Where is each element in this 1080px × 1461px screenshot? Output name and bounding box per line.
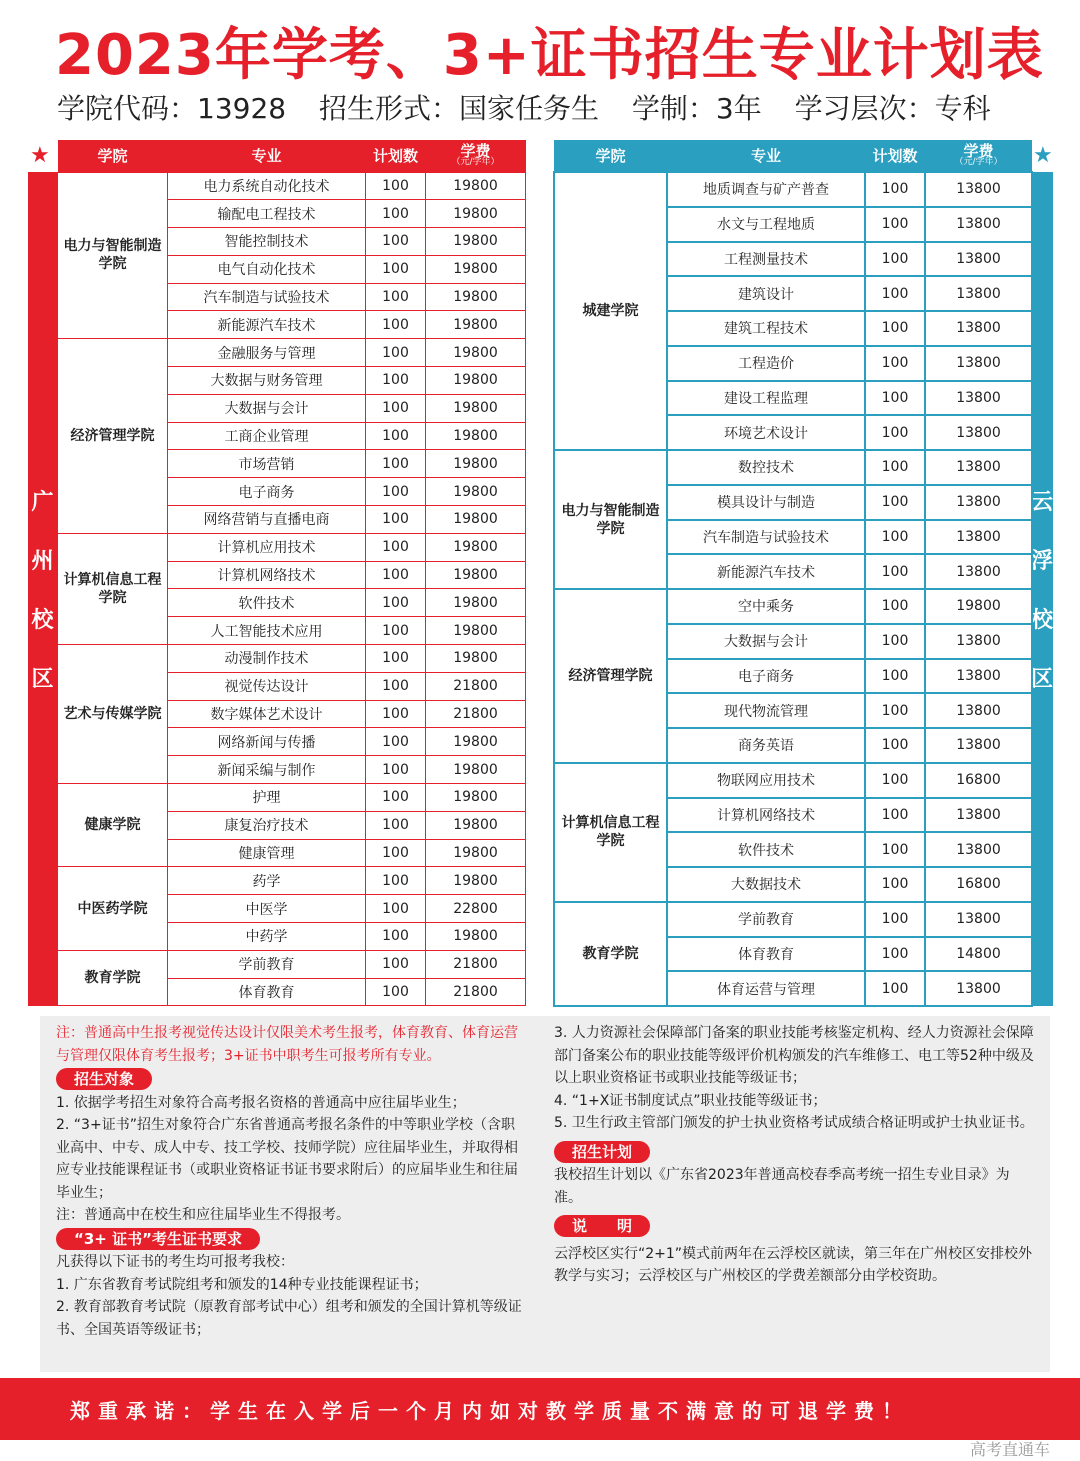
major-name: 动漫制作技术 — [168, 645, 366, 673]
cert-item: 2. 教育部教育考试院（原教育部考试中心）组考和颁发的全国计算机等级证书、全国英语等级证书； — [56, 1299, 522, 1338]
watermark: 高考直通车 — [969, 1440, 1050, 1459]
tuition-fee: 13800 — [925, 832, 1032, 867]
plan-count: 100 — [366, 228, 426, 256]
major-name: 计算机应用技术 — [168, 533, 366, 561]
major-name: 金融服务与管理 — [168, 339, 366, 367]
plan-count: 100 — [366, 728, 426, 756]
tuition-fee: 19800 — [426, 283, 526, 311]
tuition-fee: 19800 — [426, 728, 526, 756]
tuition-fee: 16800 — [925, 867, 1032, 902]
major-name: 护理 — [168, 784, 366, 812]
plan-count: 100 — [865, 311, 925, 346]
plan-count: 100 — [366, 617, 426, 645]
plan-count: 100 — [366, 672, 426, 700]
major-name: 计算机网络技术 — [667, 798, 865, 833]
table-row — [58, 645, 526, 673]
enrollment-form: 招生形式：国家任务生 — [318, 92, 599, 125]
major-name: 计算机网络技术 — [168, 561, 366, 589]
target-heading: 招生对象 — [56, 1068, 152, 1090]
plan-count: 100 — [366, 895, 426, 923]
plan-count: 100 — [366, 756, 426, 784]
major-name: 地质调查与矿产普查 — [667, 172, 865, 207]
duration: 学制：3年 — [631, 92, 762, 125]
plan-count: 100 — [865, 971, 925, 1006]
subtitle — [57, 92, 1015, 126]
fee-label: 学费 — [963, 142, 994, 160]
college-name: 经济管理学院 — [58, 339, 168, 534]
plan-count: 100 — [366, 978, 426, 1006]
target-item: 注：普通高中在校生和应往届毕业生不得报考。 — [56, 1207, 350, 1223]
tuition-fee: 19800 — [426, 756, 526, 784]
tuition-fee: 13800 — [925, 172, 1032, 207]
plan-count: 100 — [865, 832, 925, 867]
plan-count: 100 — [366, 561, 426, 589]
plan-count: 100 — [366, 367, 426, 395]
cert-item: 5. 卫生行政主管部门颁发的护士执业资格考试成绩合格证明或护士执业证书。 — [554, 1115, 1034, 1131]
college-name: 教育学院 — [58, 950, 168, 1006]
table-row — [554, 450, 1032, 485]
plan-count: 100 — [865, 554, 925, 589]
campus-char: 校 — [1031, 608, 1054, 633]
plan-count: 100 — [865, 728, 925, 763]
major-name: 体育教育 — [667, 937, 865, 972]
cert-heading: “3+ 证书”考生证书要求 — [56, 1228, 260, 1250]
tuition-fee: 19800 — [426, 533, 526, 561]
notes-section — [40, 1016, 1050, 1372]
plan-count: 100 — [865, 659, 925, 694]
plan-count: 100 — [366, 478, 426, 506]
major-name: 新能源汽车技术 — [168, 311, 366, 339]
table-row — [58, 172, 526, 200]
major-name: 现代物流管理 — [667, 693, 865, 728]
tuition-fee: 13800 — [925, 207, 1032, 242]
major-name: 网络新闻与传播 — [168, 728, 366, 756]
plan-count: 100 — [366, 700, 426, 728]
plan-count: 100 — [865, 867, 925, 902]
plan-count: 100 — [366, 784, 426, 812]
plan-text: 我校招生计划以《广东省2023年普通高校春季高考统一招生专业目录》为准。 — [554, 1167, 1010, 1206]
major-name: 输配电工程技术 — [168, 200, 366, 228]
plan-count: 100 — [865, 172, 925, 207]
tuition-fee: 19800 — [426, 617, 526, 645]
tuition-fee: 13800 — [925, 381, 1032, 416]
major-name: 中药学 — [168, 923, 366, 951]
fee-unit: （元/学年） — [954, 157, 1003, 167]
plan-count: 100 — [366, 867, 426, 895]
plan-count: 100 — [865, 763, 925, 798]
plan-count: 100 — [865, 450, 925, 485]
plan-heading: 招生计划 — [554, 1141, 650, 1163]
major-name: 汽车制造与试验技术 — [667, 520, 865, 555]
college-name: 城建学院 — [554, 172, 667, 450]
tuition-fee: 21800 — [426, 672, 526, 700]
tuition-fee: 21800 — [426, 700, 526, 728]
cert-item: 3. 人力资源社会保障部门备案的职业技能考核鉴定机构、经人力资源社会保障部门备案公布的职业技能等级评价机构颁发的汽车维修工、电工等52种中级及以上职业资格证书或职业技能等级证书； — [554, 1025, 1034, 1086]
plan-count: 100 — [865, 346, 925, 381]
major-name: 体育教育 — [168, 978, 366, 1006]
college-name: 中医药学院 — [58, 867, 168, 950]
tuition-fee: 21800 — [426, 950, 526, 978]
header-fee — [925, 140, 1032, 172]
tuition-fee: 19800 — [426, 200, 526, 228]
remark: 注：普通高中生报考视觉传达设计仅限美术考生报考，体育教育、体育运营与管理仅限体育考生报考；3+证书中职考生可报考所有专业。 — [56, 1025, 518, 1064]
major-name: 建设工程监理 — [667, 381, 865, 416]
tuition-fee: 13800 — [925, 311, 1032, 346]
major-name: 水文与工程地质 — [667, 207, 865, 242]
star-icon: ★ — [30, 143, 50, 168]
tuition-fee: 19800 — [426, 506, 526, 534]
major-name: 电子商务 — [168, 478, 366, 506]
major-name: 软件技术 — [168, 589, 366, 617]
explain-text: 云浮校区实行“2+1”模式前两年在云浮校区就读，第三年在广州校区安排校外教学与实习；云浮校区与广州校区的学费差额部分由学校资助。 — [554, 1245, 1033, 1284]
plan-count: 100 — [366, 533, 426, 561]
plan-count: 100 — [366, 255, 426, 283]
major-name: 康复治疗技术 — [168, 811, 366, 839]
tuition-fee: 16800 — [925, 763, 1032, 798]
major-name: 电气自动化技术 — [168, 255, 366, 283]
plan-count: 100 — [865, 520, 925, 555]
tuition-fee: 19800 — [426, 589, 526, 617]
campus-char: 校 — [31, 608, 54, 633]
guangzhou-plan-table — [57, 140, 526, 1006]
major-name: 体育运营与管理 — [667, 971, 865, 1006]
table-row — [58, 784, 526, 812]
major-name: 大数据与会计 — [168, 394, 366, 422]
tuition-fee: 19800 — [426, 867, 526, 895]
tuition-fee: 13800 — [925, 624, 1032, 659]
major-name: 建筑工程技术 — [667, 311, 865, 346]
school-code: 学院代码：13928 — [57, 92, 287, 125]
major-name: 软件技术 — [667, 832, 865, 867]
major-name: 网络营销与直播电商 — [168, 506, 366, 534]
table-row — [58, 533, 526, 561]
fee-unit: （元/学年） — [451, 157, 500, 168]
header-major: 专业 — [168, 140, 366, 172]
major-name: 中医学 — [168, 895, 366, 923]
major-name: 数控技术 — [667, 450, 865, 485]
guangzhou-campus-label — [28, 172, 57, 1006]
major-name: 汽车制造与试验技术 — [168, 283, 366, 311]
tuition-fee: 19800 — [426, 811, 526, 839]
plan-count: 100 — [366, 283, 426, 311]
table-row — [58, 867, 526, 895]
explain-heading: 说 明 — [554, 1215, 650, 1237]
plan-count: 100 — [366, 589, 426, 617]
table-row — [554, 589, 1032, 624]
major-name: 工商企业管理 — [168, 422, 366, 450]
tuition-fee: 19800 — [426, 394, 526, 422]
cert-item: 1. 广东省教育考试院组考和颁发的14种专业技能课程证书； — [56, 1276, 428, 1293]
table-row — [554, 172, 1032, 207]
tuition-fee: 19800 — [426, 228, 526, 256]
major-name: 工程测量技术 — [667, 242, 865, 277]
plan-count: 100 — [865, 485, 925, 520]
major-name: 工程造价 — [667, 346, 865, 381]
plan-count: 100 — [366, 839, 426, 867]
tuition-fee: 13800 — [925, 485, 1032, 520]
plan-count: 100 — [865, 902, 925, 937]
major-name: 大数据技术 — [667, 867, 865, 902]
major-name: 大数据与财务管理 — [168, 367, 366, 395]
tuition-fee: 19800 — [426, 311, 526, 339]
plan-count: 100 — [366, 506, 426, 534]
page-title: 2023年学考、3+证书招生专业计划表 — [55, 23, 1044, 88]
college-name: 艺术与传媒学院 — [58, 645, 168, 784]
target-item: 1. 依据学考招生对象符合高考报名资格的普通高中应往届毕业生； — [56, 1094, 466, 1111]
tuition-fee: 19800 — [426, 422, 526, 450]
major-name: 新闻采编与制作 — [168, 756, 366, 784]
table-row — [58, 950, 526, 978]
yunfu-campus-label — [1031, 172, 1053, 1006]
plan-count: 100 — [865, 242, 925, 277]
plan-count: 100 — [865, 207, 925, 242]
table-row — [554, 763, 1032, 798]
college-name: 计算机信息工程学院 — [58, 533, 168, 644]
tuition-fee: 13800 — [925, 520, 1032, 555]
plan-count: 100 — [865, 589, 925, 624]
tuition-fee: 13800 — [925, 554, 1032, 589]
plan-count: 100 — [865, 798, 925, 833]
plan-count: 100 — [366, 450, 426, 478]
campus-char: 区 — [1031, 667, 1054, 692]
major-name: 建筑设计 — [667, 276, 865, 311]
plan-count: 100 — [865, 415, 925, 450]
plan-count: 100 — [366, 950, 426, 978]
plan-count: 100 — [366, 422, 426, 450]
tuition-fee: 19800 — [426, 478, 526, 506]
major-name: 药学 — [168, 867, 366, 895]
plan-count: 100 — [366, 645, 426, 673]
tuition-fee: 13800 — [925, 276, 1032, 311]
tuition-fee: 21800 — [426, 978, 526, 1006]
plan-count: 100 — [366, 311, 426, 339]
college-name: 电力与智能制造学院 — [554, 450, 667, 589]
tuition-fee: 19800 — [426, 561, 526, 589]
plan-count: 100 — [366, 172, 426, 200]
fee-label: 学费 — [460, 142, 491, 161]
tuition-fee: 22800 — [426, 895, 526, 923]
header-fee — [426, 140, 526, 172]
star-icon: ★ — [1033, 143, 1053, 168]
tuition-fee: 13800 — [925, 659, 1032, 694]
tuition-fee: 13800 — [925, 798, 1032, 833]
major-name: 空中乘务 — [667, 589, 865, 624]
cert-item: 4. “1+X证书制度试点”职业技能等级证书； — [554, 1092, 827, 1109]
tuition-fee: 13800 — [925, 242, 1032, 277]
major-name: 学前教育 — [667, 902, 865, 937]
tuition-fee: 19800 — [426, 172, 526, 200]
plan-count: 100 — [366, 200, 426, 228]
plan-count: 100 — [366, 394, 426, 422]
table-row — [554, 902, 1032, 937]
tuition-fee: 13800 — [925, 450, 1032, 485]
college-name: 经济管理学院 — [554, 589, 667, 763]
tuition-fee: 19800 — [426, 367, 526, 395]
major-name: 物联网应用技术 — [667, 763, 865, 798]
table-row — [58, 339, 526, 367]
target-item: 2. “3+证书”招生对象符合广东省普通高考报名条件的中等职业学校（含职业高中、中专、成人中专、技工学校、技师学院）应往届毕业生，并取得相应专业技能课程证书（或职业资格证书证书要求附后）的应届毕业生和往届毕业生； — [56, 1117, 518, 1201]
tuition-fee: 19800 — [426, 450, 526, 478]
plan-count: 100 — [366, 339, 426, 367]
major-name: 新能源汽车技术 — [667, 554, 865, 589]
major-name: 电子商务 — [667, 659, 865, 694]
tuition-fee: 19800 — [426, 645, 526, 673]
tuition-fee: 19800 — [426, 339, 526, 367]
major-name: 健康管理 — [168, 839, 366, 867]
tuition-fee: 13800 — [925, 346, 1032, 381]
campus-char: 云 — [1031, 490, 1054, 515]
college-name: 电力与智能制造学院 — [58, 172, 168, 339]
tuition-fee: 19800 — [426, 839, 526, 867]
study-level: 学习层次：专科 — [794, 92, 991, 125]
plan-count: 100 — [366, 811, 426, 839]
plan-count: 100 — [865, 276, 925, 311]
campus-char: 州 — [31, 549, 54, 574]
plan-count: 100 — [865, 381, 925, 416]
campus-char: 浮 — [1031, 549, 1054, 574]
plan-count: 100 — [865, 937, 925, 972]
major-name: 人工智能技术应用 — [168, 617, 366, 645]
yunfu-plan-table — [553, 140, 1033, 1007]
college-name: 教育学院 — [554, 902, 667, 1006]
header-college: 学院 — [554, 140, 667, 172]
plan-count: 100 — [366, 923, 426, 951]
tuition-fee: 13800 — [925, 902, 1032, 937]
major-name: 学前教育 — [168, 950, 366, 978]
campus-char: 广 — [31, 490, 54, 515]
tuition-fee: 19800 — [426, 784, 526, 812]
campus-char: 区 — [31, 667, 54, 692]
major-name: 视觉传达设计 — [168, 672, 366, 700]
tuition-fee: 13800 — [925, 693, 1032, 728]
major-name: 环境艺术设计 — [667, 415, 865, 450]
tuition-fee: 19800 — [426, 923, 526, 951]
cert-item: 凡获得以下证书的考生均可报考我校： — [56, 1254, 294, 1270]
tuition-fee: 13800 — [925, 415, 1032, 450]
major-name: 智能控制技术 — [168, 228, 366, 256]
promise-banner: 郑重承诺：学生在入学后一个月内如对教学质量不满意的可退学费！ — [0, 1378, 1080, 1440]
tuition-fee: 19800 — [426, 255, 526, 283]
tuition-fee: 19800 — [925, 589, 1032, 624]
major-name: 市场营销 — [168, 450, 366, 478]
major-name: 大数据与会计 — [667, 624, 865, 659]
header-major: 专业 — [667, 140, 865, 172]
college-name: 计算机信息工程学院 — [554, 763, 667, 902]
major-name: 模具设计与制造 — [667, 485, 865, 520]
header-plan: 计划数 — [865, 140, 925, 172]
plan-count: 100 — [865, 624, 925, 659]
major-name: 商务英语 — [667, 728, 865, 763]
tuition-fee: 14800 — [925, 937, 1032, 972]
plan-count: 100 — [865, 693, 925, 728]
college-name: 健康学院 — [58, 784, 168, 867]
tuition-fee: 13800 — [925, 971, 1032, 1006]
tuition-fee: 13800 — [925, 728, 1032, 763]
major-name: 数字媒体艺术设计 — [168, 700, 366, 728]
header-plan: 计划数 — [366, 140, 426, 172]
major-name: 电力系统自动化技术 — [168, 172, 366, 200]
header-college: 学院 — [58, 140, 168, 172]
